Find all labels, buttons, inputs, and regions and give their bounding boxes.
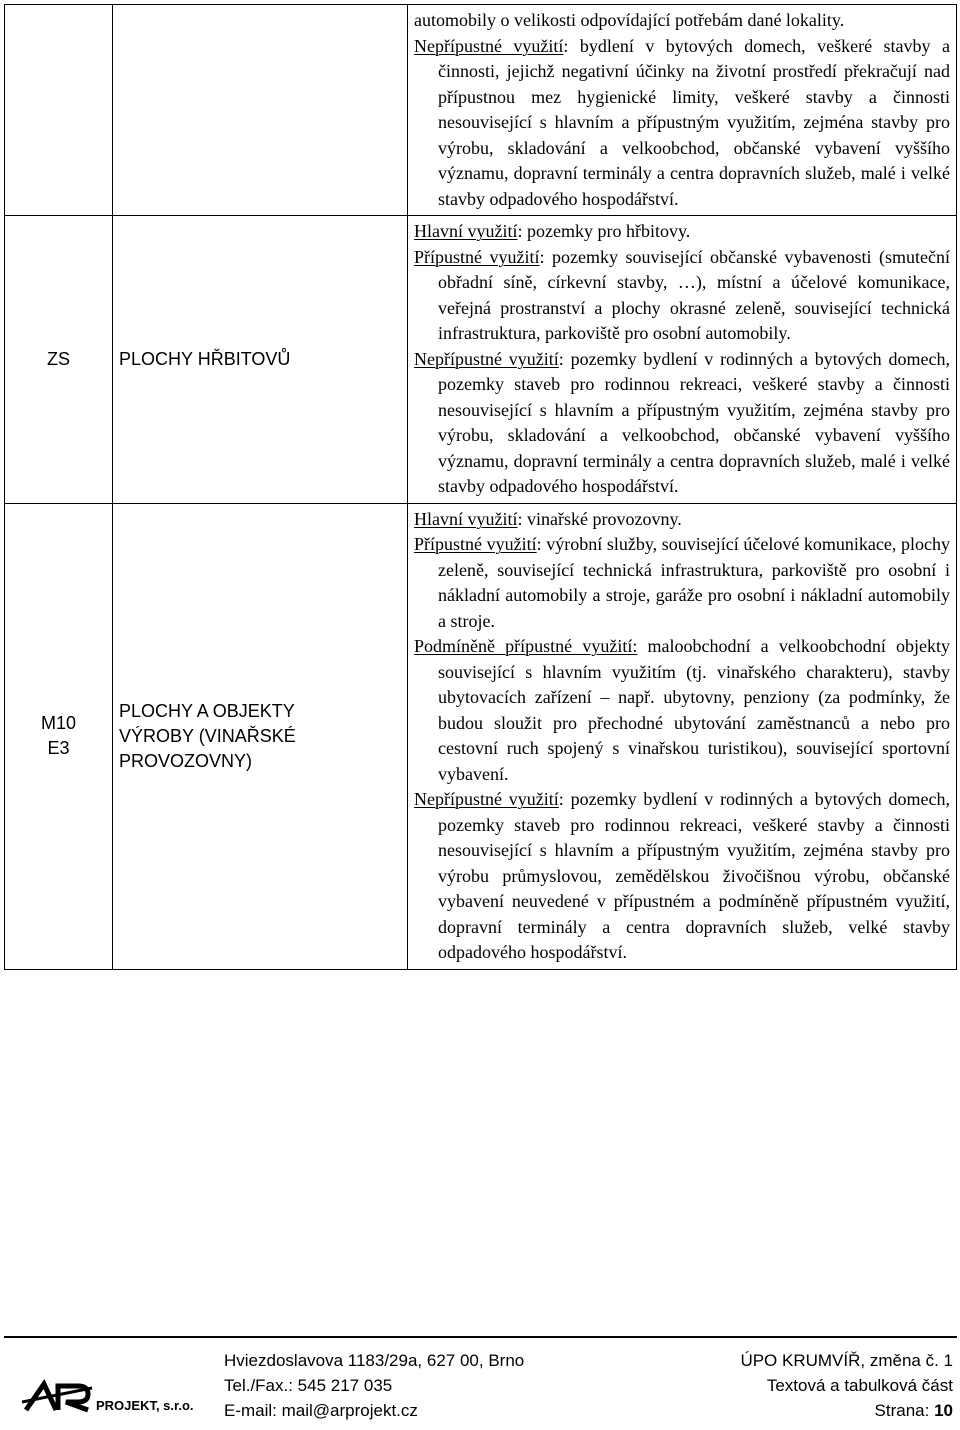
usage-text: automobily o velikosti odpovídající potřebám dané lokality. (414, 10, 845, 30)
usage-label: Podmíněně přípustné využití: (414, 636, 638, 656)
area-name-cell (113, 503, 408, 969)
page-label: Strana: (874, 1401, 935, 1420)
usage-text: : vinařské provozovny. (517, 508, 682, 529)
email: E-mail: mail@arprojekt.cz (224, 1401, 418, 1420)
document-part: Textová a tabulková část (766, 1376, 953, 1395)
usage-paragraph (414, 245, 950, 347)
regulations-table (4, 4, 957, 970)
usage-paragraph (414, 219, 950, 245)
usage-paragraph (414, 8, 950, 34)
usage-text: : výrobní služby, související účelové komunikace, plochy zeleně, související technická infrastruktura, parkoviště pro osobní i nákladní automobily a stroje, garáže pro osobní i nákladní automobily a stroje. (438, 534, 950, 631)
logo-text: PROJEKT, s.r.o. (96, 1398, 194, 1413)
table-row (5, 503, 957, 969)
usage-paragraph (414, 532, 950, 634)
company-logo (22, 1378, 202, 1414)
phone: Tel./Fax.: 545 217 035 (224, 1376, 393, 1395)
usage-description-cell (408, 216, 957, 504)
usage-text: : pozemky pro hřbitovy. (517, 221, 691, 241)
table-row (5, 216, 957, 504)
project-name: ÚPO KRUMVÍŘ, změna č. 1 (740, 1351, 953, 1370)
page-number: 10 (934, 1401, 953, 1420)
area-code: E3 (47, 738, 70, 758)
usage-label: Hlavní využití (414, 221, 518, 241)
usage-text: : bydlení v bytových domech, veškeré stavby a činnosti, jejichž negativní účinky na životní prostředí překračují nad přípustnou mez hygienické limity, veškeré stavby a činnosti nesouvisející s hlavním a přípustným využitím, zejména stavby pro výrobu, skladování a velkoobchod, občanské vybavení vyššího významu, dopravní terminály a centra dopravních služeb, malé i velké stavby odpadového hospodářství. (438, 35, 950, 209)
area-code-cell (5, 216, 113, 504)
usage-paragraph (414, 634, 950, 787)
address: Hviezdoslavova 1183/29a, 627 00, Brno (224, 1351, 525, 1370)
usage-label: Přípustné využití (414, 246, 540, 267)
usage-label: Nepřípustné využití (414, 35, 564, 56)
area-name-cell (113, 5, 408, 216)
usage-paragraph (414, 507, 950, 533)
area-code: ZS (46, 348, 70, 369)
usage-description-cell (408, 5, 957, 216)
area-name: PLOCHY A OBJEKTY (119, 700, 295, 721)
usage-label: Nepřípustné využití (414, 348, 559, 369)
contact-block (224, 1348, 524, 1423)
area-code: M10 (40, 713, 76, 733)
usage-text: : pozemky související občanské vybavenosti (smuteční obřadní síně, církevní stavby, …), místní a účelové komunikace, veřejná prostranství a plochy okrasné zeleně, související technická infrastruktura, parkoviště pro osobní automobily. (438, 246, 950, 343)
usage-paragraph (414, 34, 950, 213)
usage-text: : pozemky bydlení v rodinných a bytových domech, pozemky staveb pro rodinnou rekreaci, veškeré stavby a činnosti nesouvisející s hlavním a přípustným využitím, zejména stavby pro výrobu, skladování a velkoobchod, občanské vybavení vyššího významu, dopravní terminály a centra dopravních služeb, malé i velké stavby odpadového hospodářství. (438, 348, 950, 496)
page-indicator (740, 1398, 953, 1423)
usage-label: Nepřípustné využití (414, 789, 559, 809)
area-code-cell (5, 503, 113, 969)
document-info (740, 1348, 953, 1423)
area-name: PLOCHY HŘBITOVŮ (119, 348, 291, 369)
usage-paragraph (414, 347, 950, 500)
usage-label: Přípustné využití (414, 534, 537, 554)
table-row (5, 5, 957, 216)
area-name: PROVOZOVNY) (119, 750, 253, 771)
usage-description-cell (408, 503, 957, 969)
area-name-cell (113, 216, 408, 504)
usage-text: maloobchodní a velkoobchodní objekty související s hlavním využitím (tj. vinařského charakteru), stavby ubytovacích zařízení – např. ubytovny, penziony (za podmínky, že budou sloužit pro přechodné ubytování zaměstnanců a nebo pro cestovní ruch spojený s vinařskou turistikou), související sportovní vybavení. (438, 636, 950, 784)
area-code-cell (5, 5, 113, 216)
usage-paragraph (414, 787, 950, 966)
usage-text: : pozemky bydlení v rodinných a bytových domech, pozemky staveb pro rodinnou rekreaci, veškeré stavby a činnosti nesouvisející s hlavním a přípustným využitím, zejména stavby pro výrobu průmyslovou, zemědělskou živočišnou výrobu, občanské vybavení neuvedené v přípustném a podmíněně přípustném využití, dopravní terminály a centra dopravních služeb, velké stavby odpadového hospodářství. (438, 789, 950, 962)
page-footer (4, 1336, 957, 1430)
usage-label: Hlavní využití (414, 508, 518, 529)
area-name: VÝROBY (VINAŘSKÉ (119, 725, 296, 746)
